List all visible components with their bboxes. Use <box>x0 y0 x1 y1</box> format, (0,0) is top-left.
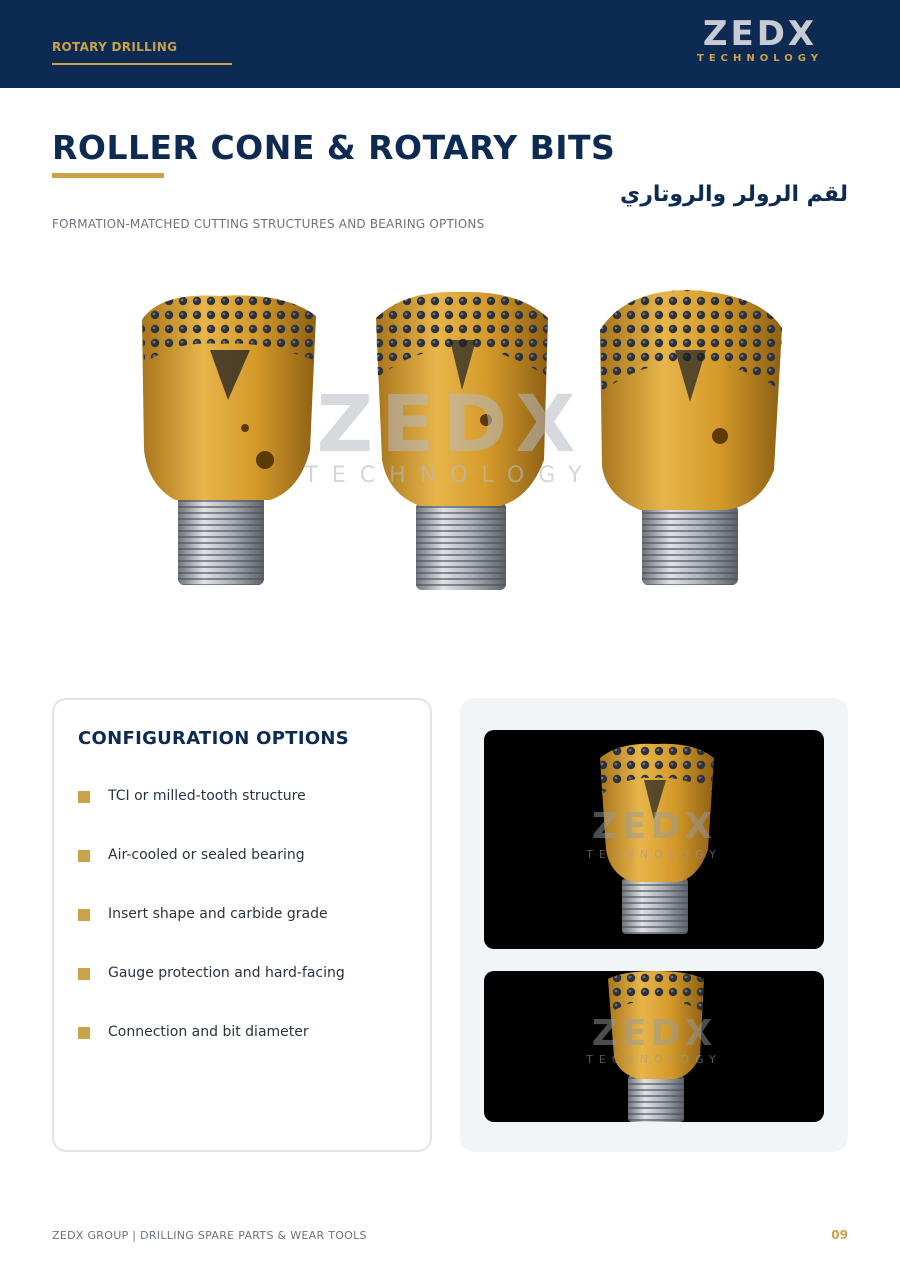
logo-subtitle: TECHNOLOGY <box>697 53 823 64</box>
logo-word: ZEDX <box>702 14 818 54</box>
bit-2 <box>376 292 548 590</box>
list-item-text: Gauge protection and hard-facing <box>108 965 345 981</box>
square-bullet-icon <box>78 791 90 803</box>
list-item-text: Insert shape and carbide grade <box>108 906 328 922</box>
configuration-title: CONFIGURATION OPTIONS <box>78 728 350 749</box>
title-rule <box>52 173 164 178</box>
section-label-underline <box>52 63 232 65</box>
watermark-word: ZEDX <box>316 380 584 470</box>
zedx-logo <box>680 16 840 68</box>
gallery-watermark-word: ZEDX <box>591 806 717 847</box>
page-header <box>0 0 900 88</box>
product-photo-1 <box>484 730 824 949</box>
hero-bits-image <box>120 280 800 600</box>
product-photo-2 <box>484 971 824 1122</box>
page-title-arabic: لقم الرولر والروتاري <box>620 182 848 207</box>
gallery-watermark-word: ZEDX <box>591 1013 717 1054</box>
gallery-watermark-subtitle: TECHNOLOGY <box>586 1053 722 1066</box>
bit-1 <box>142 295 316 585</box>
square-bullet-icon <box>78 1027 90 1039</box>
gallery-watermark-subtitle: TECHNOLOGY <box>586 848 722 861</box>
watermark-subtitle: TECHNOLOGY <box>304 463 596 488</box>
page-subtitle: FORMATION-MATCHED CUTTING STRUCTURES AND BEARING OPTIONS <box>52 217 485 231</box>
footer-text: ZEDX GROUP | DRILLING SPARE PARTS & WEAR TOOLS <box>52 1229 367 1242</box>
configuration-options-card <box>52 698 432 1152</box>
product-gallery <box>460 698 848 1152</box>
section-label: ROTARY DRILLING <box>52 40 178 54</box>
bit-3 <box>600 290 782 585</box>
list-item-text: Air-cooled or sealed bearing <box>108 847 305 863</box>
square-bullet-icon <box>78 968 90 980</box>
page-number: 09 <box>831 1228 848 1242</box>
list-item-text: Connection and bit diameter <box>108 1024 309 1040</box>
square-bullet-icon <box>78 909 90 921</box>
square-bullet-icon <box>78 850 90 862</box>
page-title: ROLLER CONE & ROTARY BITS <box>52 128 616 167</box>
list-item-text: TCI or milled-tooth structure <box>108 788 306 804</box>
